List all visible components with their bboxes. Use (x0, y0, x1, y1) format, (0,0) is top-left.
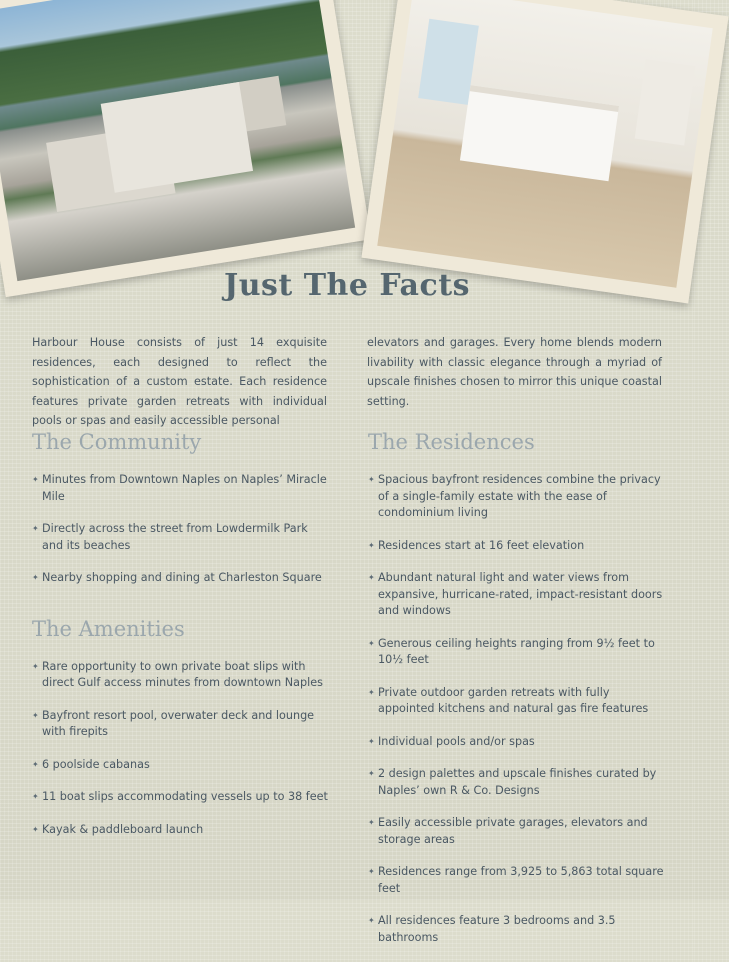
bullet-icon: ✦ (368, 736, 375, 746)
list-item (32, 789, 332, 806)
list-item (368, 864, 668, 897)
residences-heading: The Residences (368, 430, 535, 454)
list-item (32, 757, 332, 774)
list-item-text: 6 poolside cabanas (42, 757, 150, 771)
community-heading: The Community (32, 430, 202, 454)
list-item-text: 2 design palettes and upscale finishes curated by Naples’ own R & Co. Designs (378, 767, 657, 797)
list-item (32, 708, 332, 741)
amenities-list (32, 659, 332, 839)
page-title: Just The Facts (224, 268, 470, 303)
list-item-text: Private outdoor garden retreats with fully appointed kitchens and natural gas fire features (378, 685, 649, 715)
list-item (32, 822, 332, 839)
bullet-icon: ✦ (32, 524, 39, 533)
bullet-icon: ✦ (32, 661, 39, 671)
residences-list (368, 472, 668, 946)
bullet-icon: ✦ (32, 759, 39, 769)
list-item-text: 11 boat slips accommodating vessels up to 38 feet (42, 790, 328, 803)
bullet-icon: ✦ (368, 687, 375, 697)
list-item-text: Residences start at 16 feet elevation (378, 538, 585, 552)
bullet-icon: ✦ (32, 573, 39, 582)
bullet-icon: ✦ (32, 792, 39, 801)
list-item-text: Minutes from Downtown Naples on Naples’ Miracle Mile (42, 473, 327, 503)
intro-right-column: elevators and garages. Every home blends modern livability with classic elegance through a myriad of upscale finishes chosen to mirror this unique coastal setting. (367, 336, 662, 408)
list-item-text: Bayfront resort pool, overwater deck and lounge with firepits (42, 708, 315, 738)
list-item (32, 659, 332, 692)
list-item (368, 472, 668, 522)
bullet-icon: ✦ (32, 824, 39, 834)
list-item (368, 766, 668, 799)
bullet-icon: ✦ (368, 867, 375, 876)
list-item (368, 685, 668, 718)
list-item (368, 913, 668, 946)
list-item-text: Residences range from 3,925 to 5,863 total square feet (378, 865, 664, 895)
bullet-icon: ✦ (368, 638, 375, 648)
list-item-text: Generous ceiling heights ranging from 9½ feet to 10½ feet (378, 636, 655, 666)
bullet-icon: ✦ (368, 573, 375, 582)
photo-collage (0, 0, 694, 300)
list-item-text: Nearby shopping and dining at Charleston Square (42, 571, 322, 584)
amenities-heading: The Amenities (32, 616, 185, 641)
right-column (368, 430, 668, 962)
list-item (368, 570, 668, 620)
list-item (368, 538, 668, 555)
kitchen-photo (361, 0, 728, 304)
list-item (368, 734, 668, 751)
bullet-icon: ✦ (368, 916, 375, 925)
list-item (368, 636, 668, 669)
list-item-text: Individual pools and/or spas (378, 734, 535, 748)
list-item (32, 472, 332, 505)
aerial-photo (0, 0, 371, 297)
list-item (32, 570, 332, 587)
aerial-photo-image (0, 0, 355, 281)
list-item-text: Rare opportunity to own private boat slips with direct Gulf access minutes from downtown Naples (42, 659, 323, 689)
intro-text (32, 333, 662, 431)
list-item (32, 521, 332, 554)
list-item-text: Easily accessible private garages, elevators and storage areas (378, 816, 648, 846)
left-column (32, 430, 332, 854)
list-item-text: All residences feature 3 bedrooms and 3.5 bathrooms (378, 914, 616, 944)
kitchen-photo-image (377, 0, 713, 288)
bullet-icon: ✦ (368, 540, 375, 550)
bullet-icon: ✦ (368, 818, 375, 827)
bullet-icon: ✦ (32, 710, 39, 720)
community-list (32, 472, 332, 587)
list-item-text: Spacious bayfront residences combine the privacy of a single-family estate with the ease of condominium living (378, 473, 661, 519)
bullet-icon: ✦ (32, 475, 39, 484)
bullet-icon: ✦ (368, 769, 375, 778)
list-item-text: Abundant natural light and water views from expansive, hurricane-rated, impact-resistant doors and windows (378, 571, 663, 617)
bullet-icon: ✦ (368, 475, 375, 484)
intro-left-column: Harbour House consists of just 14 exquisite residences, each designed to reflect the sophistication of a custom estate. Each residence features private garden retreats with individual pools or spas and easily accessible personal (32, 336, 327, 427)
list-item-text: Directly across the street from Lowdermilk Park and its beaches (42, 522, 308, 552)
list-item-text: Kayak & paddleboard launch (42, 822, 204, 836)
list-item (368, 815, 668, 848)
